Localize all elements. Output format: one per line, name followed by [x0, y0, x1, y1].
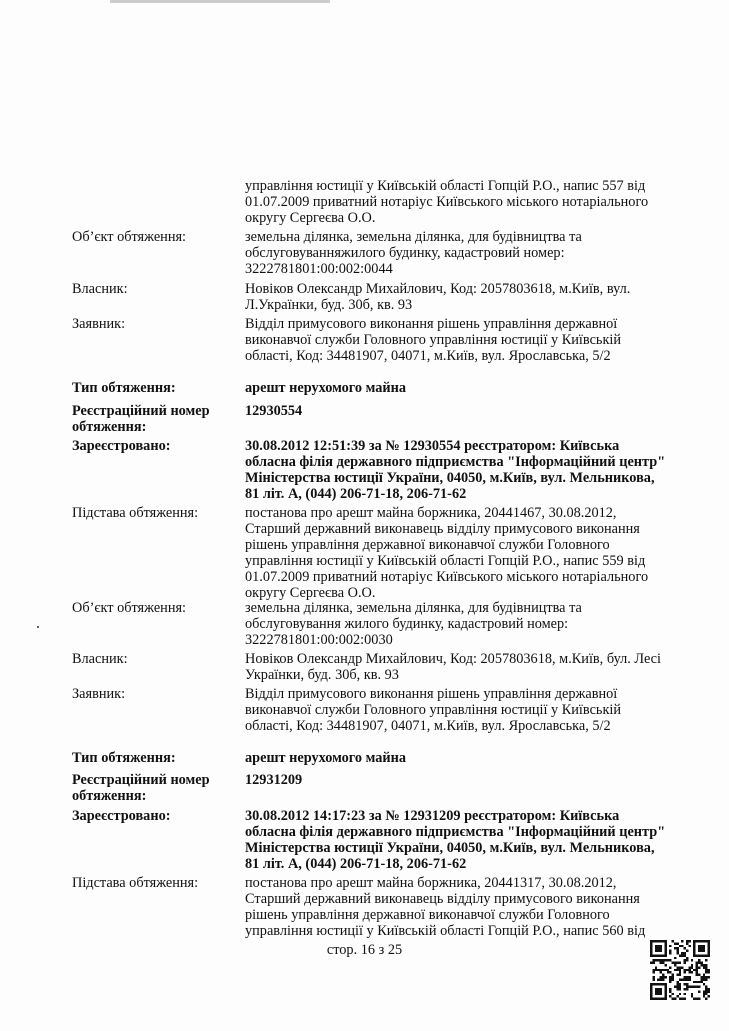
value-line: 30.08.2012 12:51:39 за № 12930554 реєстратором: Київська	[245, 438, 620, 454]
value-line: Новіков Олександр Михайлович, Код: 2057803618, м.Київ, бул. Лесі	[245, 651, 661, 667]
value-line: управління юстиції у Київській області Гопцій Р.О., напис 559 від	[245, 553, 646, 569]
value-line: земельна ділянка, земельна ділянка, для будівництва та	[245, 229, 582, 245]
value-line: арешт нерухомого майна	[245, 750, 407, 766]
field-label: Підстава обтяження:	[72, 505, 199, 521]
value-line: Відділ примусового виконання рішень управління державної	[245, 316, 618, 332]
value-line: обласна філія державного підприємства "Інформаційний центр"	[245, 454, 666, 470]
field-label: Підстава обтяження:	[72, 875, 199, 891]
value-line: Відділ примусового виконання рішень управління державної	[245, 686, 618, 702]
value-line: рішень управління державної виконавчої служби Головного	[245, 537, 610, 553]
value-line: постанова про арешт майна боржника, 20441467, 30.08.2012,	[245, 505, 617, 521]
field-label: Об’єкт обтяження:	[72, 600, 187, 616]
field-value	[245, 875, 725, 939]
field-value	[245, 403, 725, 419]
value-line: Міністерства юстиції України, 04050, м.Київ, вул. Мельникова,	[245, 470, 655, 486]
field-label: Тип обтяження:	[72, 750, 176, 766]
value-line: рішень управління державної виконавчої служби Головного	[245, 907, 610, 923]
value-line: округу Сергеєва О.О.	[245, 585, 376, 601]
qr-code-icon	[650, 940, 710, 1000]
value-line: 01.07.2009 приватний нотаріус Київського міського нотаріального	[245, 194, 649, 210]
value-line: 12930554	[245, 403, 303, 419]
value-line: області, Код: 34481907, 04071, м.Київ, вул. Ярославська, 5/2	[245, 718, 611, 734]
field-value	[245, 281, 725, 313]
field-label: Власник:	[72, 651, 128, 667]
field-label: Заявник:	[72, 686, 126, 702]
field-label: Зареєстровано:	[72, 438, 171, 454]
value-line: обслуговуванняжилого будинку, кадастровий номер:	[245, 245, 565, 261]
field-value	[245, 178, 725, 226]
value-line: 3222781801:00:002:0030	[245, 632, 393, 648]
field-value	[245, 505, 725, 601]
value-line: управління юстиції у Київській області Гопцій Р.О., напис 560 від	[245, 923, 646, 939]
value-line: Міністерства юстиції України, 04050, м.Київ, вул. Мельникова,	[245, 840, 655, 856]
value-line: 81 літ. А, (044) 206-71-18, 206-71-62	[245, 856, 467, 872]
value-line: земельна ділянка, земельна ділянка, для будівництва та	[245, 600, 582, 616]
field-value	[245, 380, 725, 396]
value-line: 12931209	[245, 772, 303, 788]
field-value	[245, 772, 725, 788]
field-value	[245, 316, 725, 364]
value-line: виконавчої служби Головного управління юстиції у Київській	[245, 332, 622, 348]
value-line: області, Код: 34481907, 04071, м.Київ, вул. Ярославська, 5/2	[245, 348, 611, 364]
value-line: Українки, буд. 30б, кв. 93	[245, 667, 399, 683]
value-line: Старший державний виконавець відділу примусового виконання	[245, 521, 640, 537]
value-line: Новіков Олександр Михайлович, Код: 2057803618, м.Київ, вул.	[245, 281, 631, 297]
page-number: стор. 16 з 25	[326, 942, 403, 958]
field-label: Реєстраційний номер обтяження:	[72, 403, 210, 435]
value-line: 81 літ. А, (044) 206-71-18, 206-71-62	[245, 486, 467, 502]
value-line: обслуговування жилого будинку, кадастровий номер:	[245, 616, 569, 632]
scan-speck	[37, 626, 39, 628]
value-line: 3222781801:00:002:0044	[245, 261, 393, 277]
scan-artifact	[110, 0, 330, 3]
field-label: Тип обтяження:	[72, 380, 176, 396]
field-value	[245, 750, 725, 766]
value-line: Старший державний виконавець відділу примусового виконання	[245, 891, 640, 907]
value-line: 30.08.2012 14:17:23 за № 12931209 реєстратором: Київська	[245, 808, 620, 824]
value-line: арешт нерухомого майна	[245, 380, 407, 396]
field-label: Реєстраційний номер обтяження:	[72, 772, 210, 804]
field-value	[245, 438, 725, 502]
field-label: Об’єкт обтяження:	[72, 229, 187, 245]
field-value	[245, 686, 725, 734]
value-line: 01.07.2009 приватний нотаріус Київського міського нотаріального	[245, 569, 649, 585]
value-line: Л.Українки, буд. 30б, кв. 93	[245, 297, 413, 313]
value-line: управління юстиції у Київській області Гопцій Р.О., напис 557 від	[245, 178, 646, 194]
field-value	[245, 600, 725, 648]
field-value	[245, 229, 725, 277]
value-line: постанова про арешт майна боржника, 20441317, 30.08.2012,	[245, 875, 617, 891]
value-line: обласна філія державного підприємства "Інформаційний центр"	[245, 824, 666, 840]
value-line: виконавчої служби Головного управління юстиції у Київській	[245, 702, 622, 718]
field-value	[245, 651, 725, 683]
value-line: округу Сергеєва О.О.	[245, 210, 376, 226]
field-value	[245, 808, 725, 872]
field-label: Власник:	[72, 281, 128, 297]
field-label: Заявник:	[72, 316, 126, 332]
field-label: Зареєстровано:	[72, 808, 171, 824]
